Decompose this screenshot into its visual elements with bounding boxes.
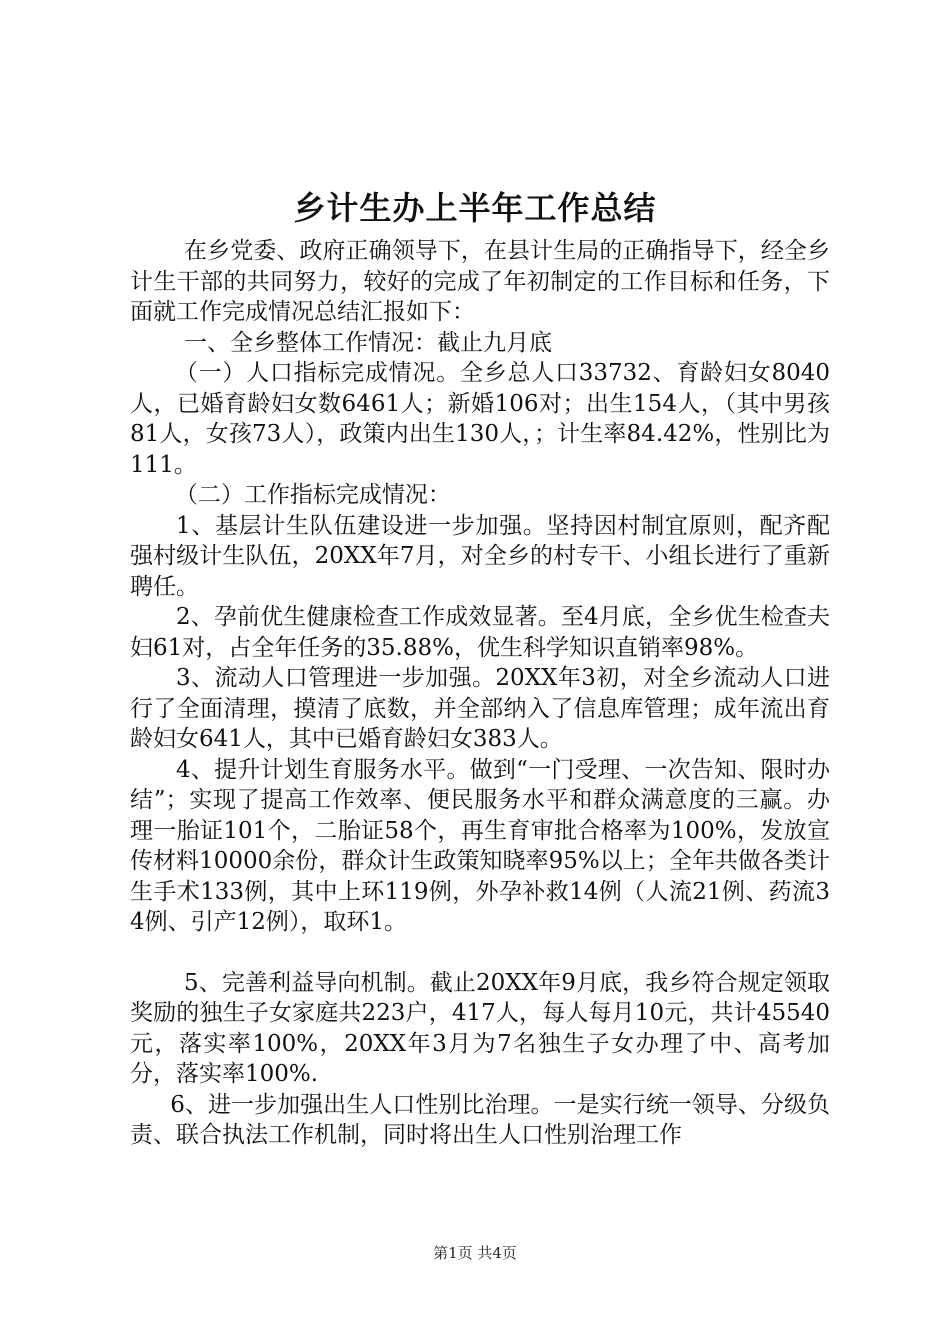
item-6-paragraph: 6、进一步加强出生人口性别比治理。一是实行统一领导、分级负责、联合执法工作机制，同时将出生人口性别治理工作 [130, 1091, 830, 1148]
item-5-paragraph: 5、完善利益导向机制。截止20XX年9月底，我乡符合规定领取奖励的独生子女家庭共223户，417人，每人每月10元，共计45540元，落实率100%，20XX年3月为7名独生子女办理了中、高考加分，落实率100%. [130, 969, 830, 1087]
page-footer: 第1页 共4页 [433, 1244, 517, 1262]
section-heading-overall: 一、全乡整体工作情况：截止九月底 [184, 329, 553, 356]
item-3-paragraph: 3、流动人口管理进一步加强。20XX年3初，对全乡流动人口进行了全面清理，摸清了底数，并全部纳入了信息库管理；成年流出育龄妇女641人，其中已婚育龄妇女383人。 [130, 665, 830, 752]
work-indicators-heading: （二）工作指标完成情况： [174, 482, 451, 508]
document-body [130, 236, 830, 1151]
item-1-paragraph: 1、基层计生队伍建设进一步加强。坚持因村制宜原则，配齐配强村级计生队伍，20XX年7月，对全乡的村专干、小组长进行了重新聘任。 [130, 512, 830, 600]
document-title: 乡计生办上半年工作总结 [293, 189, 657, 227]
intro-paragraph: 在乡党委、政府正确领导下，在县计生局的正确指导下，经全乡计生干部的共同努力，较好的完成了年初制定的工作目标和任务，下面就工作完成情况总结汇报如下： [130, 238, 830, 325]
item-2-paragraph: 2、孕前优生健康检查工作成效显著。至4月底，全乡优生检查夫妇61对，占全年任务的35.88%，优生科学知识直销率98%。 [130, 604, 830, 661]
item-4-paragraph: 4、提升计划生育服务水平。做到“一门受理、一次告知、限时办结”；实现了提高工作效率、便民服务水平和群众满意度的三赢。办理一胎证101个，二胎证58个，再生育审批合格率为100%，发放宣传材料10000余份，群众计生政策知晓率95%以上；全年共做各类计生手术133例，其中上环119例，外孕补救14例（人流21例、药流34例、引产12例），取环1。 [130, 756, 830, 935]
paragraph-gap [130, 938, 830, 968]
population-indicators-paragraph: （一）人口指标完成情况。全乡总人口33732、育龄妇女8040人，已婚育龄妇女数6461人；新婚106对；出生154人，（其中男孩81人，女孩73人），政策内出生130人，；计生率84.42%，性别比为111。 [130, 360, 830, 478]
